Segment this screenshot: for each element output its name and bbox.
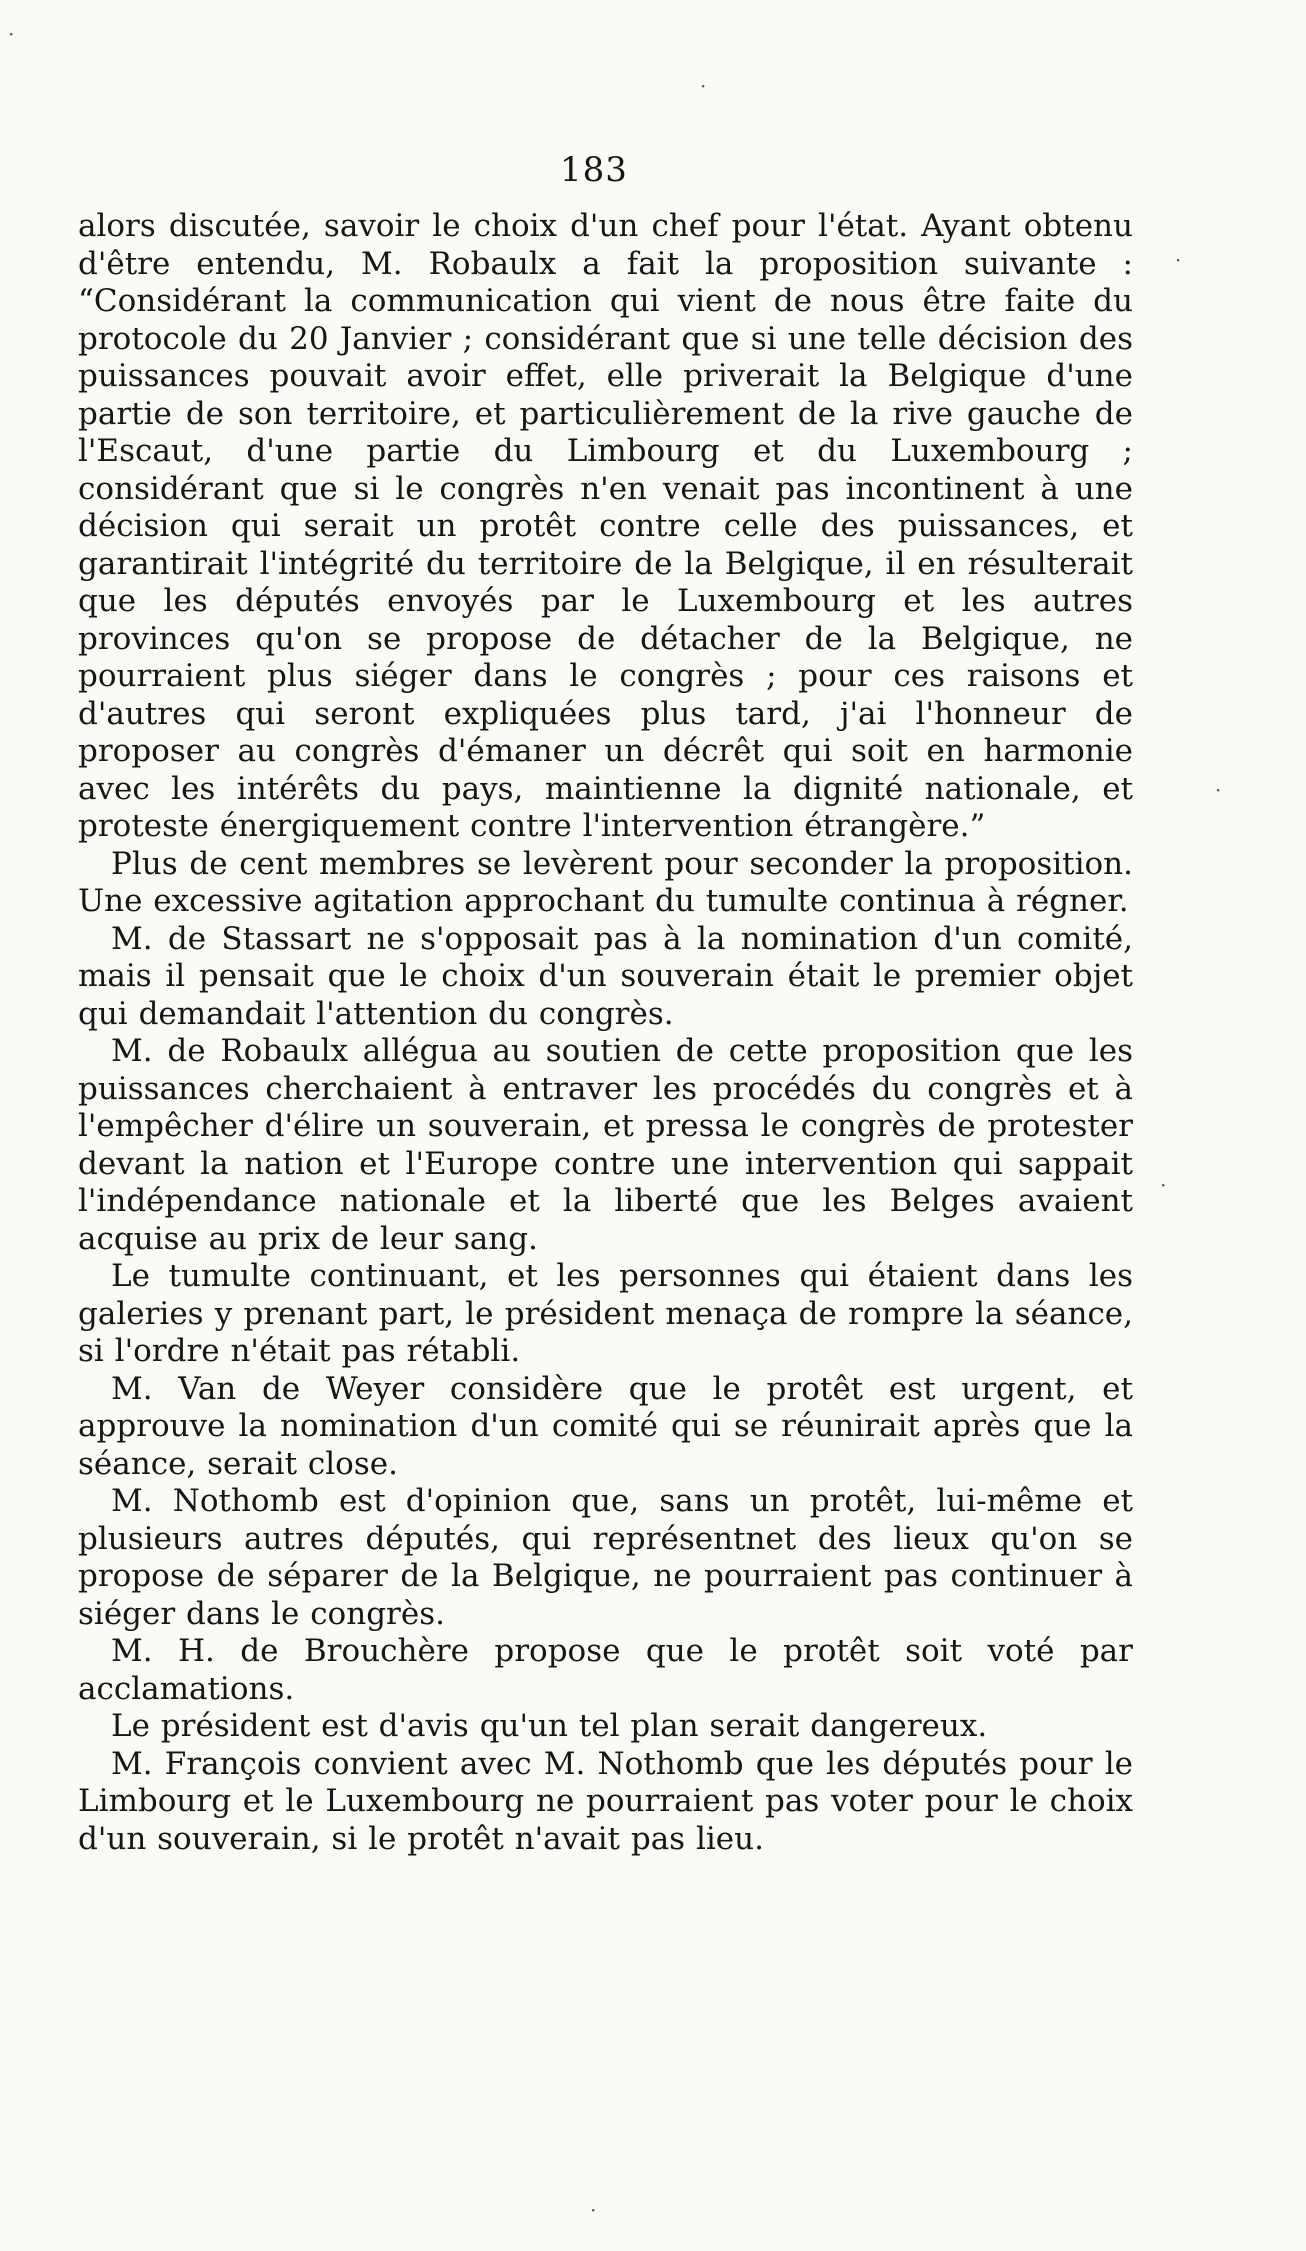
paragraph: Le tumulte continuant, et les personnes qui étaient dans les galeries y prenant part, le président menaça de rompre la séance, si l'ordre n'était pas rétabli. — [78, 1258, 1133, 1369]
paragraph: M. de Stassart ne s'opposait pas à la nomination d'un comité, mais il pensait que le choix d'un souverain était le premier objet qui demandait l'attention du congrès. — [78, 920, 1133, 1032]
paragraph: M. H. de Brouchère propose que le protêt soit voté par acclamations. — [78, 1633, 1133, 1707]
body-text — [78, 208, 1133, 1858]
print-speck: · — [700, 74, 707, 98]
paragraph: Plus de cent membres se levèrent pour seconder la proposition. Une excessive agitation approchant du tumulte continua à régner. — [78, 845, 1133, 919]
paragraph-continuation: alors discutée, savoir le choix d'un chef pour l'état. Ayant obtenu d'être entendu, M. Robaulx a fait la proposition suivante : “Considérant la communication qui vient de nous être faite du protocole du 20 Janvier ; considérant que si une telle décision des puissances pouvait avoir effet, elle priverait la Belgique d'une partie de son territoire, et particulièrement de la rive gauche de l'Escaut, d'une partie du Limbourg et du Luxembourg ; considérant que si le congrès n'en venait pas incontinent à une décision qui serait un protêt contre celle des puissances, et garantirait l'intégrité du territoire de la Belgique, il en résulterait que les députés envoyés par le Luxembourg et les autres provinces qu'on se propose de détacher de la Belgique, ne pourraient plus siéger dans le congrès ; pour ces raisons et d'autres qui seront expliquées plus tard, j'ai l'honneur de proposer au congrès d'émaner un décrêt qui soit en harmonie avec les intérêts du pays, maintienne la dignité nationale, et proteste énergiquement contre l'intervention étrangère.” — [78, 208, 1133, 844]
paragraph: Le président est d'avis qu'un tel plan serait dangereux. — [111, 1708, 988, 1744]
paragraph: M. François convient avec M. Nothomb que les députés pour le Limbourg et le Luxembourg ne pourraient pas voter pour le choix d'un souverain, si le protêt n'avait pas lieu. — [78, 1745, 1133, 1857]
print-speck: · — [590, 2198, 597, 2222]
page-number: 183 — [560, 150, 628, 190]
print-speck: · — [1215, 778, 1222, 802]
print-speck: · — [1160, 1173, 1167, 1197]
paragraph: M. de Robaulx allégua au soutien de cette proposition que les puissances cherchaient à entraver les procédés du congrès et à l'empêcher d'élire un souverain, et pressa le congrès de protester devant la nation et l'Europe contre une intervention qui sappait l'indépendance nationale et la liberté que les Belges avaient acquise au prix de leur sang. — [78, 1033, 1133, 1257]
paragraph: M. Nothomb est d'opinion que, sans un protêt, lui-même et plusieurs autres députés, qui représentnet des lieux qu'on se propose de séparer de la Belgique, ne pourraient pas continuer à siéger dans le congrès. — [78, 1483, 1133, 1632]
print-speck: · — [1175, 248, 1182, 272]
print-speck: · — [8, 22, 15, 46]
paragraph: M. Van de Weyer considère que le protêt est urgent, et approuve la nomination d'un comité qui se réunirait après que la séance, serait close. — [78, 1370, 1133, 1482]
